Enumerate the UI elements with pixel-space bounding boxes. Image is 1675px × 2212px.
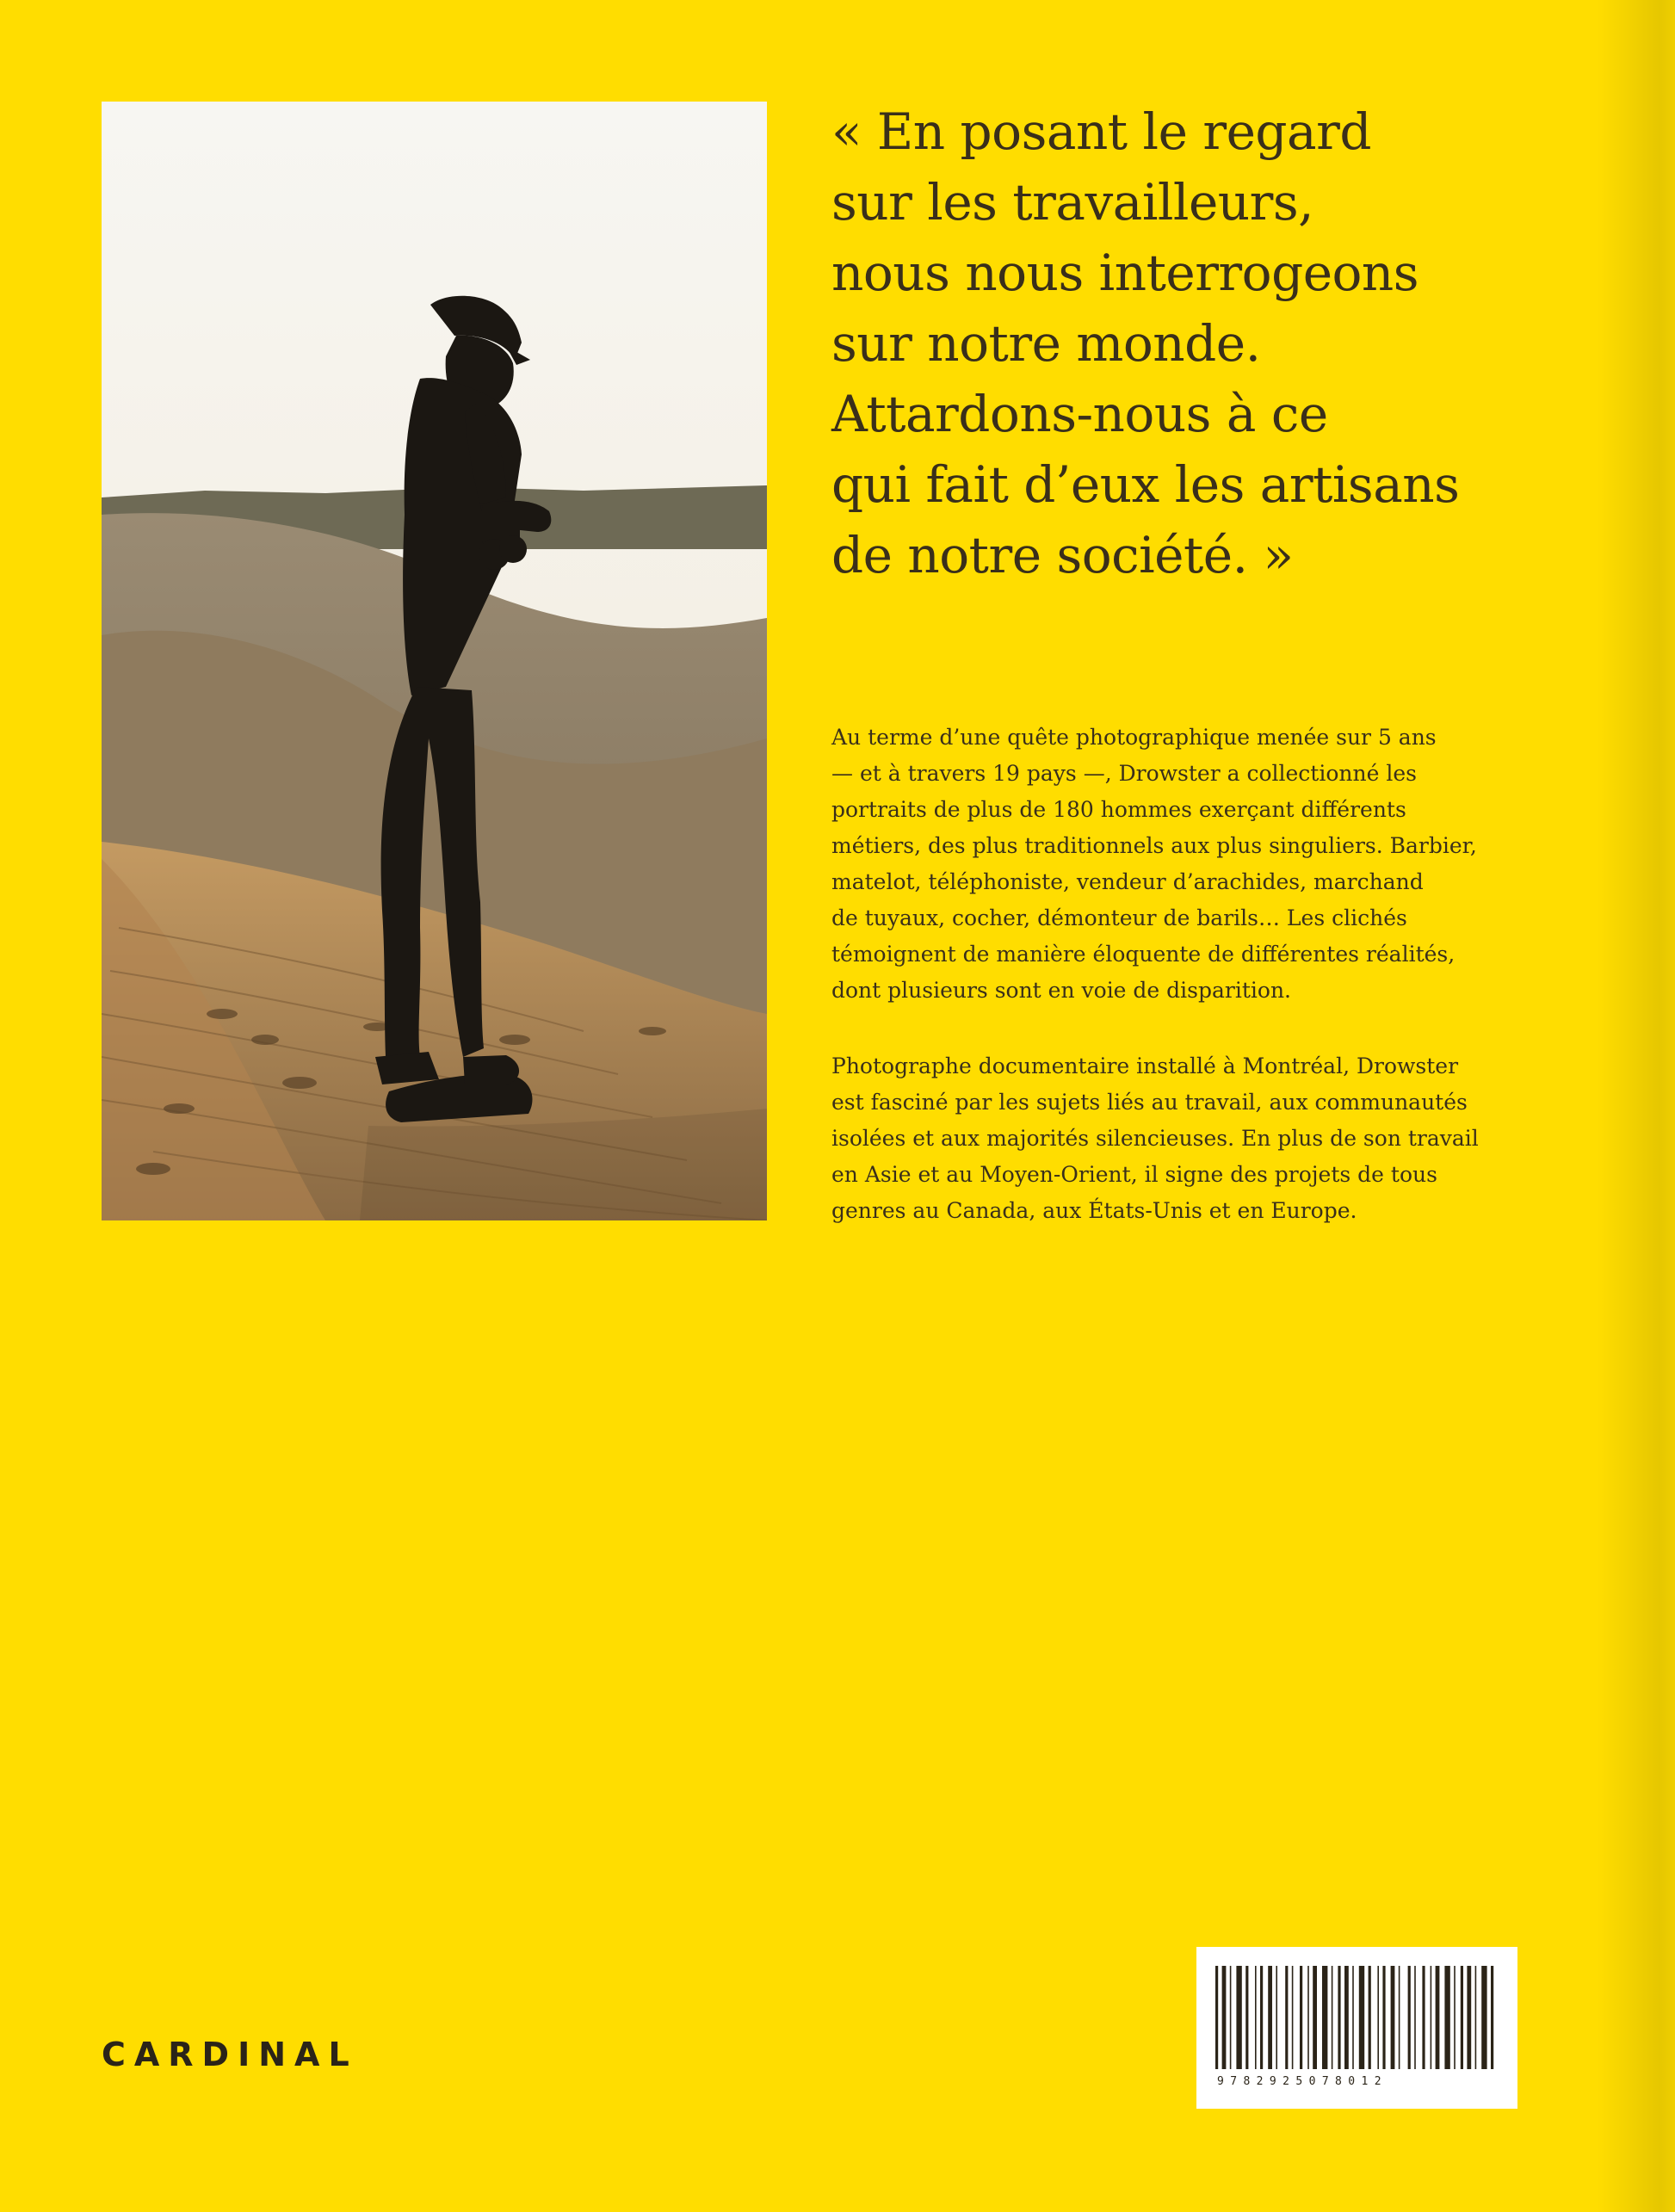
barcode-bar xyxy=(1276,1966,1277,2069)
description-line: métiers, des plus traditionnels aux plus singuliers. Barbier, xyxy=(831,833,1477,858)
barcode-bar xyxy=(1454,1966,1456,2069)
barcode-bar xyxy=(1230,1966,1232,2069)
quote-line: de notre société. » xyxy=(831,526,1294,584)
barcode-bar xyxy=(1260,1966,1263,2069)
barcode-bar xyxy=(1268,1966,1272,2069)
publisher-logo: CARDINAL xyxy=(102,2036,358,2073)
bio-line: genres au Canada, aux États-Unis et en Europe. xyxy=(831,1198,1357,1223)
bio-line: Photographe documentaire installé à Montréal, Drowster xyxy=(831,1053,1459,1078)
barcode-bar xyxy=(1491,1966,1493,2069)
quote-line: sur notre monde. xyxy=(831,314,1261,373)
description-line: Au terme d’une quête photographique menée sur 5 ans xyxy=(831,725,1437,750)
description-line: dont plusieurs sont en voie de disparition. xyxy=(831,978,1291,1003)
barcode-bar xyxy=(1359,1966,1364,2069)
barcode-bar xyxy=(1414,1966,1416,2069)
bio-line: est fasciné par les sujets liés au travail, aux communautés xyxy=(831,1090,1468,1115)
barcode-bar xyxy=(1399,1966,1400,2069)
isbn-barcode xyxy=(1196,1947,1517,2109)
barcode-bar xyxy=(1377,1966,1379,2069)
book-spine-shadow xyxy=(1598,0,1675,2212)
barcode-bar xyxy=(1338,1966,1340,2069)
pull-quote xyxy=(831,96,1589,590)
author-photo xyxy=(102,102,767,1220)
barcode-bar xyxy=(1344,1966,1349,2069)
barcode-bar xyxy=(1467,1966,1471,2069)
barcode-bar xyxy=(1285,1966,1288,2069)
barcode-bar xyxy=(1352,1966,1354,2069)
barcode-bar xyxy=(1382,1966,1385,2069)
quote-line: qui fait d’eux les artisans xyxy=(831,455,1460,514)
barcode-bar xyxy=(1444,1966,1449,2069)
bio-line: isolées et aux majorités silencieuses. En plus de son travail xyxy=(831,1126,1479,1151)
description-line: matelot, téléphoniste, vendeur d’arachides, marchand xyxy=(831,869,1424,894)
barcode-bar xyxy=(1236,1966,1241,2069)
isbn-number: 9782925078012 xyxy=(1217,2075,1388,2088)
book-description-paragraph xyxy=(831,720,1537,1009)
barcode-bar xyxy=(1215,1966,1218,2069)
barcode-bar xyxy=(1307,1966,1309,2069)
author-bio-paragraph xyxy=(831,1048,1537,1229)
barcode-bar xyxy=(1461,1966,1463,2069)
quote-line: Attardons-nous à ce xyxy=(831,385,1328,443)
description-line: témoignent de manière éloquente de différentes réalités, xyxy=(831,942,1456,967)
quote-line: « En posant le regard xyxy=(831,102,1371,161)
barcode-bar xyxy=(1313,1966,1317,2069)
barcode-bar xyxy=(1475,1966,1477,2069)
barcode-bar xyxy=(1431,1966,1432,2069)
barcode-bar xyxy=(1292,1966,1294,2069)
barcode-bar xyxy=(1300,1966,1302,2069)
barcode-bar xyxy=(1222,1966,1227,2069)
quote-line: sur les travailleurs, xyxy=(831,173,1314,232)
barcode-bar xyxy=(1391,1966,1395,2069)
barcode-bar xyxy=(1481,1966,1486,2069)
barcode-bar xyxy=(1422,1966,1425,2069)
barcode-bar xyxy=(1369,1966,1371,2069)
desert-photographer-image xyxy=(102,102,767,1220)
barcode-bar xyxy=(1255,1966,1257,2069)
quote-line: nous nous interrogeons xyxy=(831,244,1419,302)
barcode-bar xyxy=(1408,1966,1411,2069)
description-line: — et à travers 19 pays —, Drowster a collectionné les xyxy=(831,761,1417,786)
barcode-bar xyxy=(1436,1966,1440,2069)
bio-line: en Asie et au Moyen-Orient, il signe des projets de tous xyxy=(831,1162,1437,1187)
description-line: de tuyaux, cocher, démonteur de barils… Les clichés xyxy=(831,905,1407,930)
barcode-bar xyxy=(1332,1966,1333,2069)
barcode-bar xyxy=(1322,1966,1327,2069)
description-line: portraits de plus de 180 hommes exerçant différents xyxy=(831,797,1406,822)
barcode-bar xyxy=(1245,1966,1248,2069)
